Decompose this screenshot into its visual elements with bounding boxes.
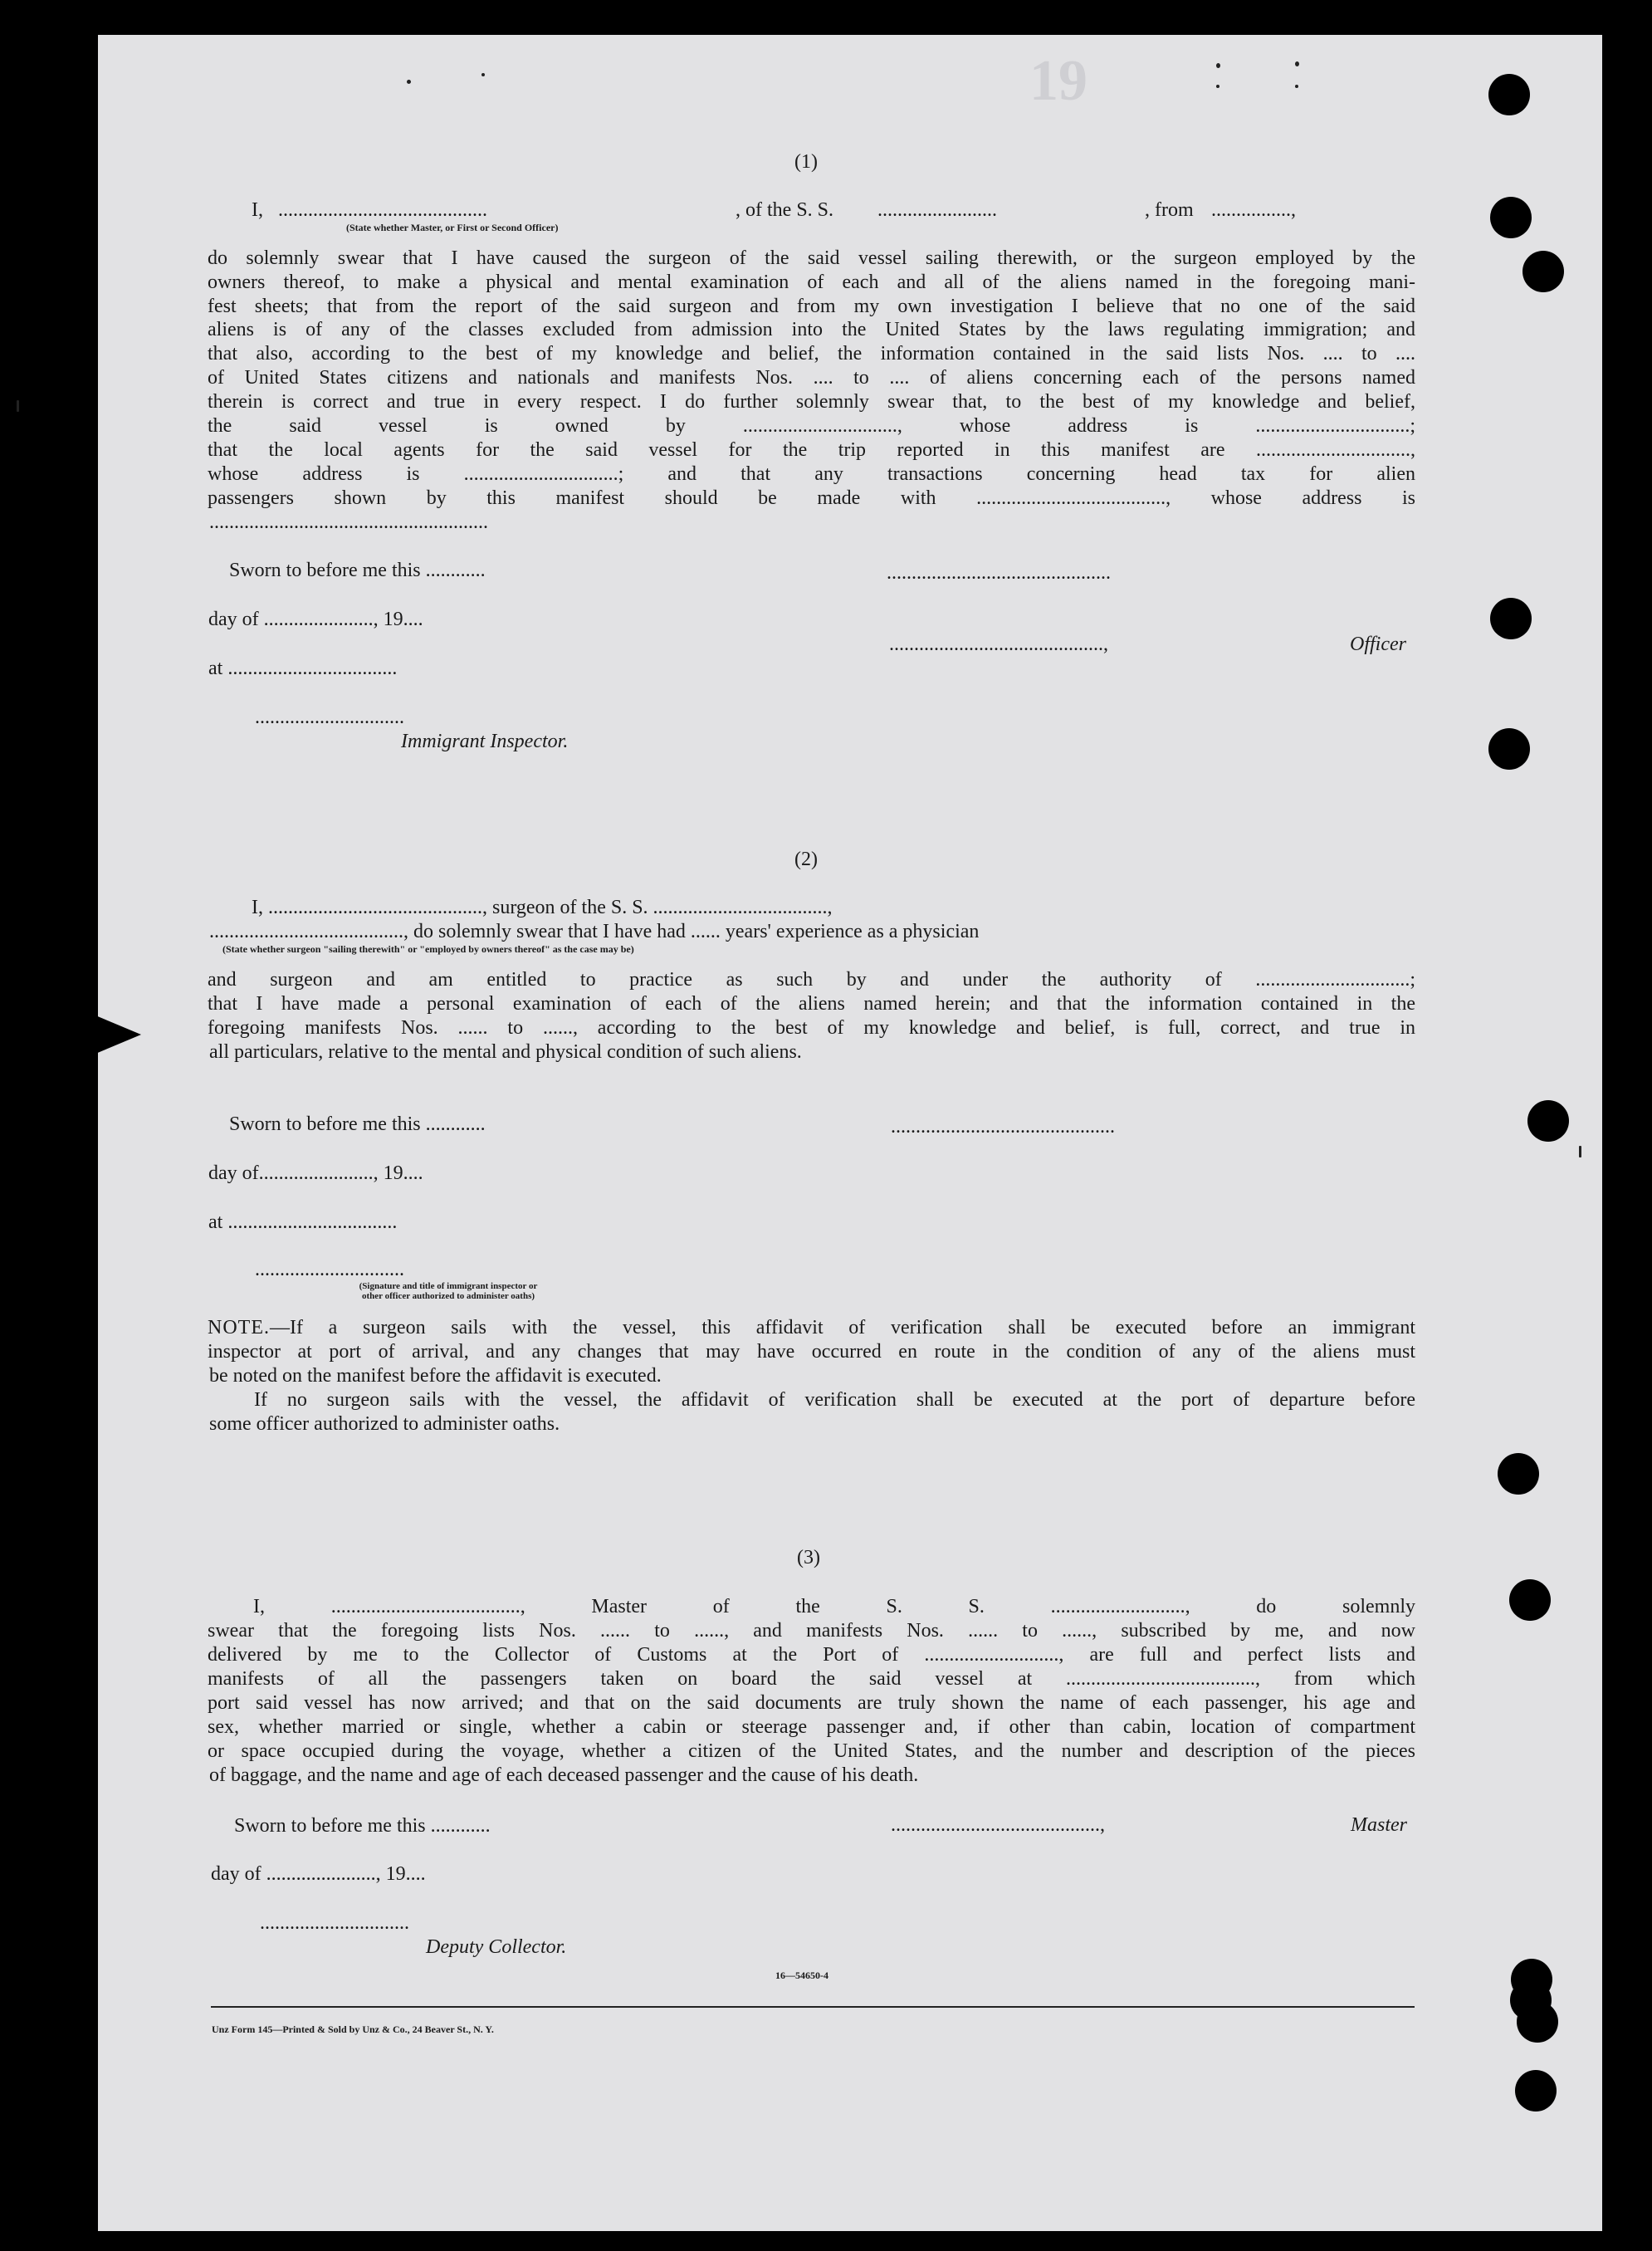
- deputy-collector-label: Deputy Collector.: [426, 1936, 567, 1958]
- oath-line: manifests of all the passengers taken on board the said vessel at ......................................, from which: [208, 1668, 1415, 1690]
- note-line: If no surgeon sails with the vessel, the affidavit of verification shall be executed at the port of departure before: [254, 1389, 1415, 1411]
- speck: [1216, 63, 1220, 68]
- signature-dots: .............................................: [887, 562, 1111, 584]
- oath-line: or space occupied during the voyage, whether a citizen of the United States, and the number and description of the pieces: [208, 1740, 1415, 1762]
- surgeon-line-2: ......................................., do solemnly swear that I have had ...... years' experience as a physician: [209, 921, 980, 942]
- immigrant-inspector-label: Immigrant Inspector.: [401, 731, 569, 752]
- day-of-line: day of......................., 19....: [208, 1162, 423, 1184]
- sworn-line: Sworn to before me this ............: [234, 1815, 491, 1837]
- signature-dots: .............................................: [891, 1116, 1115, 1138]
- note-text: —If a surgeon sails with the vessel, this affidavit of verification shall be executed before an immigrant: [269, 1317, 1415, 1338]
- footer-rule: [211, 2006, 1415, 2008]
- speck: [1295, 85, 1298, 88]
- oath-line: whose address is ...............................; and that any transactions concerning head tax for alien: [208, 463, 1415, 485]
- at-line: at ..................................: [208, 1211, 398, 1233]
- of-the-ss-label: , of the S. S.: [736, 199, 834, 221]
- officer-label: Officer: [1350, 634, 1406, 655]
- signature-dots: ...........................................,: [889, 634, 1108, 655]
- oath-line: swear that the foregoing lists Nos. ...... to ......, and manifests Nos. ...... to ......, subscribed by me, and now: [208, 1620, 1415, 1642]
- signature-dots: ..............................: [255, 707, 404, 728]
- leader-dots: ........................: [877, 199, 997, 221]
- day-of-line: day of ......................, 19....: [208, 609, 423, 630]
- signature-dots: ..............................: [260, 1912, 409, 1934]
- oath-line-last: of baggage, and the name and age of each deceased passenger and the cause of his death.: [209, 1764, 919, 1786]
- oath-line: owners thereof, to make a physical and mental examination of each and all of the aliens named in the foregoing mani-: [208, 272, 1415, 293]
- leader-dots: ..........................................: [278, 199, 487, 221]
- punch-hole: [1488, 74, 1530, 115]
- oath-line: sex, whether married or single, whether a cabin or steerage passenger and, if other than cabin, location of compartment: [208, 1716, 1415, 1738]
- note-line-last: some officer authorized to administer oaths.: [209, 1413, 560, 1435]
- oath-line: passengers shown by this manifest should be made with ......................................, whose address is: [208, 487, 1415, 509]
- at-line: at ..................................: [208, 658, 398, 679]
- signature-note: (Signature and title of immigrant inspector or: [359, 1281, 538, 1291]
- oath-line: and surgeon and am entitled to practice as such by and under the authority of ...............................;: [208, 969, 1415, 991]
- section-number: (3): [797, 1547, 820, 1568]
- day-of-line: day of ......................, 19....: [211, 1863, 426, 1885]
- oath-line: fest sheets; that from the report of the said surgeon and from my own investigation I believe that no one of the said: [208, 296, 1415, 317]
- oath-line: that the local agents for the said vessel for the trip reported in this manifest are ...............................,: [208, 439, 1415, 461]
- punch-hole: [1522, 251, 1564, 292]
- section-number: (2): [794, 849, 818, 870]
- signature-dots: ..........................................,: [891, 1814, 1105, 1836]
- from-label: , from: [1145, 199, 1194, 221]
- punch-hole: [1490, 197, 1532, 238]
- speck: [481, 73, 485, 76]
- speck: [1579, 1146, 1581, 1157]
- sworn-line: Sworn to before me this ............: [229, 560, 486, 581]
- oath-line: aliens is of any of the classes excluded from admission into the United States by the laws regulating immigration; and: [208, 319, 1415, 340]
- oath-line: that I have made a personal examination of each of the aliens named herein; and that the information contained in the: [208, 993, 1415, 1015]
- note-line: inspector at port of arrival, and any changes that may have occurred en route in the condition of any of the aliens must: [208, 1341, 1415, 1363]
- speck: [1216, 85, 1219, 88]
- oath-line-last: ........................................................: [209, 511, 488, 533]
- surgeon-line-1: I, ..........................................., surgeon of the S. S. ...................................,: [252, 897, 833, 918]
- binding-tab: [90, 1013, 141, 1056]
- punch-hole: [1509, 1579, 1551, 1621]
- oath-line: the said vessel is owned by ..............................., whose address is ...............................;: [208, 415, 1415, 437]
- punch-hole: [1498, 1453, 1539, 1495]
- oath-line: that also, according to the best of my knowledge and belief, the information contained in the said lists Nos. .... to ....: [208, 343, 1415, 365]
- form-number: 16—54650-4: [775, 1970, 828, 1981]
- oath-line: of United States citizens and nationals and manifests Nos. .... to .... of aliens concerning each of the persons named: [208, 367, 1415, 389]
- signature-note: other officer authorized to administer oaths): [361, 1291, 535, 1301]
- surgeon-status-note: (State whether surgeon "sailing therewith" or "employed by owners thereof" as the case may be): [222, 943, 634, 955]
- bleed-through-mark: 19: [1029, 49, 1087, 113]
- note-line-last: be noted on the manifest before the affidavit is executed.: [209, 1365, 662, 1387]
- signature-dots: ..............................: [255, 1259, 404, 1280]
- printer-imprint: Unz Form 145—Printed & Sold by Unz & Co., 24 Beaver St., N. Y.: [212, 2023, 494, 2035]
- oath-line: port said vessel has now arrived; and that on the said documents are truly shown the name of each passenger, his age and: [208, 1692, 1415, 1714]
- oath-line-last: all particulars, relative to the mental and physical condition of such aliens.: [209, 1041, 802, 1063]
- officer-rank-note: (State whether Master, or First or Second Officer): [346, 222, 559, 233]
- punch-hole: [1527, 1100, 1569, 1142]
- note-line: [208, 1316, 1415, 1340]
- speck: [407, 80, 411, 84]
- speck: [1295, 61, 1299, 66]
- sworn-line: Sworn to before me this ............: [229, 1113, 486, 1135]
- punch-hole: [1515, 2070, 1557, 2112]
- oath-line: therein is correct and true in every respect. I do further solemnly swear that, to the best of my knowledge and belief,: [208, 391, 1415, 413]
- punch-hole: [1517, 2001, 1558, 2043]
- oath-line: foregoing manifests Nos. ...... to ......, according to the best of my knowledge and belief, is full, correct, and true in: [208, 1017, 1415, 1039]
- pronoun-i: I,: [252, 199, 263, 221]
- note-heading: NOTE.: [208, 1317, 270, 1338]
- oath-line: do solemnly swear that I have caused the surgeon of the said vessel sailing therewith, or the surgeon employed by the: [208, 247, 1415, 269]
- section-number: (1): [794, 151, 818, 173]
- punch-hole: [1488, 728, 1530, 770]
- leader-dots: ................,: [1211, 199, 1296, 221]
- master-label: Master: [1351, 1814, 1407, 1836]
- oath-line: I, ......................................, Master of the S. S. ..........................., do solemnly: [253, 1596, 1415, 1617]
- punch-hole: [1490, 598, 1532, 639]
- speck: [17, 400, 19, 412]
- oath-line: delivered by me to the Collector of Customs at the Port of ..........................., are full and perfect lists and: [208, 1644, 1415, 1666]
